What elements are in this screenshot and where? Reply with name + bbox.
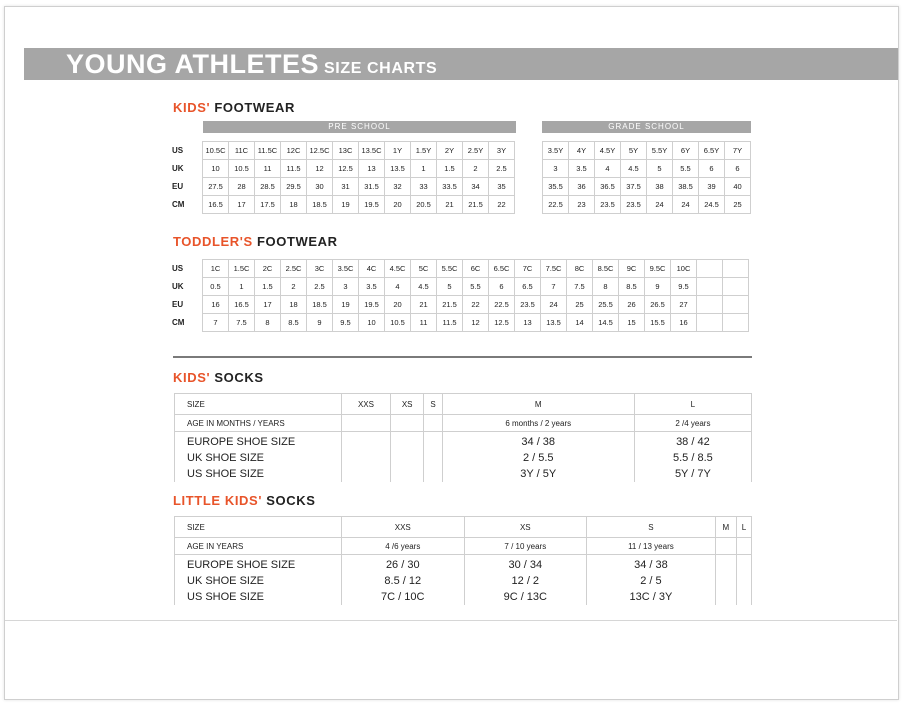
- banner-subtitle: SIZE CHARTS: [324, 60, 438, 77]
- table-cell: 5: [437, 278, 463, 296]
- table-cell: 16.5: [229, 296, 255, 314]
- table-cell: 5.5: [673, 160, 699, 178]
- table-cell: 39: [699, 178, 725, 196]
- table-cell: 13: [359, 160, 385, 178]
- table-cell: 22: [463, 296, 489, 314]
- table-cell: 3C: [307, 260, 333, 278]
- banner-title-text: YOUNG ATHLETES: [66, 49, 320, 79]
- table-cell: 8.5: [619, 278, 645, 296]
- table-cell: 12.5C: [307, 142, 333, 160]
- table-cell: 3.5: [359, 278, 385, 296]
- table-cell: 17.5: [255, 196, 281, 214]
- table-row: [543, 160, 751, 178]
- us-shoe-size-value: 3Y / 5Y: [520, 468, 557, 480]
- table-cell: 18.5: [307, 296, 333, 314]
- us-shoe-size-value: 9C / 13C: [503, 591, 547, 603]
- europe-shoe-size-value: 38 / 42: [676, 436, 710, 448]
- table-cell: 19.5: [359, 196, 385, 214]
- table-cell: 36.5: [595, 178, 621, 196]
- table-cell: 10.5: [229, 160, 255, 178]
- shoe-size-cell: [715, 555, 736, 606]
- table-cell: 2Y: [437, 142, 463, 160]
- section-divider: [173, 356, 752, 358]
- table-cell: 1Y: [385, 142, 411, 160]
- table-cell: 24: [673, 196, 699, 214]
- shoe-size-label: UK SHOE SIZE: [187, 575, 265, 587]
- size-cell: M: [442, 394, 634, 415]
- table-row: [172, 178, 515, 196]
- table-cell: 2.5: [489, 160, 515, 178]
- table-cell: 3.5Y: [543, 142, 569, 160]
- table-cell: 14.5: [593, 314, 619, 332]
- age-row: [175, 538, 752, 555]
- kids-footwear-grade-school-table: [542, 141, 751, 214]
- kids-footwear-title-accent: KIDS': [173, 100, 211, 115]
- shoe-size-label: US SHOE SIZE: [187, 468, 265, 480]
- table-cell: 24: [647, 196, 673, 214]
- table-cell: 2.5: [307, 278, 333, 296]
- table-cell: 13.5: [385, 160, 411, 178]
- table-cell: 4: [385, 278, 411, 296]
- table-cell: 15.5: [645, 314, 671, 332]
- table-row: [172, 278, 749, 296]
- toddler-footwear-title-accent: TODDLER'S: [173, 234, 253, 249]
- row-label: EU: [172, 300, 184, 309]
- table-cell: 9.5: [671, 278, 697, 296]
- table-cell: 1.5: [437, 160, 463, 178]
- table-cell: 7.5C: [541, 260, 567, 278]
- table-cell: 20: [385, 196, 411, 214]
- table-cell: 3: [333, 278, 359, 296]
- size-cell: XS: [464, 517, 587, 538]
- table-cell: 6Y: [673, 142, 699, 160]
- age-cell: [342, 415, 391, 432]
- size-row: [175, 517, 752, 538]
- table-cell: 18: [281, 296, 307, 314]
- table-cell: 3.5: [569, 160, 595, 178]
- little-kids-socks-title: [173, 493, 315, 508]
- size-cell: XXS: [342, 517, 465, 538]
- table-cell: [723, 278, 749, 296]
- table-cell: 35.5: [543, 178, 569, 196]
- table-cell: 25: [725, 196, 751, 214]
- europe-shoe-size-value: 26 / 30: [385, 559, 420, 571]
- age-cell: 2 /4 years: [634, 415, 751, 432]
- little-kids-socks-table: [174, 516, 752, 605]
- table-cell: 11C: [229, 142, 255, 160]
- table-cell: 33: [411, 178, 437, 196]
- table-cell: 20.5: [411, 196, 437, 214]
- table-cell: 3Y: [489, 142, 515, 160]
- table-cell: 13.5: [541, 314, 567, 332]
- table-cell: 30: [307, 178, 333, 196]
- table-cell: 11.5C: [255, 142, 281, 160]
- table-cell: 7C: [515, 260, 541, 278]
- table-cell: 16.5: [203, 196, 229, 214]
- pre-school-header: PRE SCHOOL: [203, 121, 516, 133]
- table-row: [172, 142, 515, 160]
- table-cell: 4.5Y: [595, 142, 621, 160]
- table-cell: 11.5: [437, 314, 463, 332]
- table-cell: 9: [307, 314, 333, 332]
- table-cell: 26.5: [645, 296, 671, 314]
- uk-shoe-size-value: 2 / 5.5: [522, 452, 554, 464]
- table-cell: 31: [333, 178, 359, 196]
- size-cell: M: [715, 517, 736, 538]
- us-shoe-size-value: 13C / 3Y: [629, 591, 673, 603]
- table-cell: 17: [229, 196, 255, 214]
- row-label: CM: [172, 318, 185, 327]
- document-bottom-area: [5, 620, 897, 698]
- table-cell: 21.5: [437, 296, 463, 314]
- table-cell: 17: [255, 296, 281, 314]
- shoe-size-labels: [175, 432, 342, 483]
- table-cell: 5C: [411, 260, 437, 278]
- row-label: UK: [172, 282, 184, 291]
- table-cell: [697, 314, 723, 332]
- shoe-size-label: UK SHOE SIZE: [187, 452, 265, 464]
- table-cell: 32: [385, 178, 411, 196]
- table-cell: 27.5: [203, 178, 229, 196]
- table-cell: 29.5: [281, 178, 307, 196]
- europe-shoe-size-value: 34 / 38: [521, 436, 556, 448]
- table-cell: 12.5: [333, 160, 359, 178]
- size-cell: XXS: [342, 394, 391, 415]
- size-cell: L: [736, 517, 751, 538]
- header-banner: [24, 48, 898, 80]
- table-cell: 12: [463, 314, 489, 332]
- kids-socks-table: [174, 393, 752, 482]
- table-cell: 25.5: [593, 296, 619, 314]
- shoe-size-cell: [464, 555, 587, 606]
- table-cell: 8: [255, 314, 281, 332]
- size-cell: S: [587, 517, 716, 538]
- kids-socks-title-rest: SOCKS: [214, 370, 264, 385]
- table-cell: 21.5: [463, 196, 489, 214]
- table-cell: 4.5: [621, 160, 647, 178]
- size-label: SIZE: [175, 394, 342, 415]
- table-cell: 8: [593, 278, 619, 296]
- table-cell: 1.5: [255, 278, 281, 296]
- table-cell: 40: [725, 178, 751, 196]
- table-cell: 15: [619, 314, 645, 332]
- kids-footwear-title-rest: FOOTWEAR: [214, 100, 295, 115]
- table-cell: 4.5C: [385, 260, 411, 278]
- table-cell: 5: [647, 160, 673, 178]
- row-label: US: [172, 146, 184, 155]
- table-cell: 8C: [567, 260, 593, 278]
- table-cell: 12: [307, 160, 333, 178]
- age-cell: 7 / 10 years: [464, 538, 587, 555]
- table-row: [172, 196, 515, 214]
- uk-shoe-size-value: 12 / 2: [511, 575, 540, 587]
- table-cell: 1: [229, 278, 255, 296]
- age-cell: 4 /6 years: [342, 538, 465, 555]
- table-cell: 5.5: [463, 278, 489, 296]
- kids-footwear-title: [173, 100, 295, 115]
- shoe-size-cell: [736, 555, 751, 606]
- table-cell: 2: [463, 160, 489, 178]
- table-cell: 6C: [463, 260, 489, 278]
- shoe-size-cell: [587, 555, 716, 606]
- little-kids-socks-title-rest: SOCKS: [266, 493, 316, 508]
- table-cell: 4.5: [411, 278, 437, 296]
- table-cell: 19: [333, 196, 359, 214]
- table-cell: 4C: [359, 260, 385, 278]
- table-cell: [697, 296, 723, 314]
- table-cell: 33.5: [437, 178, 463, 196]
- table-cell: 24.5: [699, 196, 725, 214]
- table-cell: 12C: [281, 142, 307, 160]
- little-kids-socks-title-accent: LITTLE KIDS': [173, 493, 263, 508]
- table-cell: 1.5C: [229, 260, 255, 278]
- table-cell: 2: [281, 278, 307, 296]
- shoe-size-row: [175, 432, 752, 483]
- table-cell: 21: [411, 296, 437, 314]
- shoe-size-cell: [390, 432, 424, 483]
- table-cell: [723, 314, 749, 332]
- age-cell: 6 months / 2 years: [442, 415, 634, 432]
- table-cell: 11: [255, 160, 281, 178]
- table-cell: 13.5C: [359, 142, 385, 160]
- table-row: [543, 142, 751, 160]
- table-cell: [723, 296, 749, 314]
- table-cell: 3.5C: [333, 260, 359, 278]
- us-shoe-size-value: 5Y / 7Y: [674, 468, 711, 480]
- row-label: CM: [172, 200, 185, 209]
- row-label: US: [172, 264, 184, 273]
- table-cell: 20: [385, 296, 411, 314]
- table-cell: 2C: [255, 260, 281, 278]
- table-cell: 10C: [671, 260, 697, 278]
- table-cell: 14: [567, 314, 593, 332]
- table-cell: 2.5Y: [463, 142, 489, 160]
- table-cell: 24: [541, 296, 567, 314]
- table-cell: 18.5: [307, 196, 333, 214]
- table-cell: 23: [569, 196, 595, 214]
- table-row: [172, 314, 749, 332]
- table-cell: 9: [645, 278, 671, 296]
- age-cell: 11 / 13 years: [587, 538, 716, 555]
- europe-shoe-size-value: 30 / 34: [508, 559, 543, 571]
- row-label: EU: [172, 182, 184, 191]
- age-label: AGE IN MONTHS / YEARS: [175, 415, 342, 432]
- size-cell: XS: [390, 394, 424, 415]
- table-cell: 9.5C: [645, 260, 671, 278]
- row-label: UK: [172, 164, 184, 173]
- age-label: AGE IN YEARS: [175, 538, 342, 555]
- table-cell: [697, 260, 723, 278]
- table-cell: 10.5C: [203, 142, 229, 160]
- table-cell: 7: [541, 278, 567, 296]
- table-cell: 34: [463, 178, 489, 196]
- shoe-size-cell: [442, 432, 634, 483]
- us-shoe-size-value: 7C / 10C: [381, 591, 425, 603]
- table-cell: 16: [203, 296, 229, 314]
- shoe-size-row: [175, 555, 752, 606]
- table-cell: 13: [515, 314, 541, 332]
- table-cell: 1: [411, 160, 437, 178]
- table-cell: 10: [203, 160, 229, 178]
- table-cell: 16: [671, 314, 697, 332]
- table-cell: 6.5: [515, 278, 541, 296]
- table-cell: 28: [229, 178, 255, 196]
- table-cell: 35: [489, 178, 515, 196]
- kids-socks-title: [173, 370, 264, 385]
- size-cell: S: [424, 394, 442, 415]
- shoe-size-label: US SHOE SIZE: [187, 591, 265, 603]
- table-cell: 8.5: [281, 314, 307, 332]
- table-cell: 5.5Y: [647, 142, 673, 160]
- table-cell: 22: [489, 196, 515, 214]
- table-cell: 2.5C: [281, 260, 307, 278]
- age-cell: [424, 415, 442, 432]
- table-cell: 6: [725, 160, 751, 178]
- shoe-size-cell: [424, 432, 442, 483]
- shoe-size-label: EUROPE SHOE SIZE: [187, 559, 296, 571]
- table-cell: 6.5C: [489, 260, 515, 278]
- table-cell: 1C: [203, 260, 229, 278]
- shoe-size-label: EUROPE SHOE SIZE: [187, 436, 296, 448]
- table-cell: 11: [411, 314, 437, 332]
- table-cell: 37.5: [621, 178, 647, 196]
- shoe-size-cell: [634, 432, 751, 483]
- uk-shoe-size-value: 8.5 / 12: [384, 575, 422, 587]
- table-cell: 4Y: [569, 142, 595, 160]
- table-cell: 28.5: [255, 178, 281, 196]
- table-cell: 12.5: [489, 314, 515, 332]
- table-cell: 38: [647, 178, 673, 196]
- age-cell: [390, 415, 424, 432]
- table-cell: 4: [595, 160, 621, 178]
- kids-footwear-pre-school-table: [172, 141, 515, 214]
- table-cell: [697, 278, 723, 296]
- toddler-footwear-title-rest: FOOTWEAR: [256, 234, 338, 249]
- uk-shoe-size-value: 2 / 5: [640, 575, 662, 587]
- table-cell: 8.5C: [593, 260, 619, 278]
- table-cell: 3: [543, 160, 569, 178]
- table-cell: 19: [333, 296, 359, 314]
- table-cell: 10.5: [385, 314, 411, 332]
- age-row: [175, 415, 752, 432]
- table-cell: 9C: [619, 260, 645, 278]
- table-cell: 22.5: [543, 196, 569, 214]
- age-cell: [736, 538, 751, 555]
- table-cell: 7.5: [229, 314, 255, 332]
- table-row: [172, 160, 515, 178]
- table-cell: 6: [699, 160, 725, 178]
- page-title: [66, 49, 437, 80]
- table-cell: 7.5: [567, 278, 593, 296]
- table-cell: 5.5C: [437, 260, 463, 278]
- table-cell: 25: [567, 296, 593, 314]
- table-cell: 7Y: [725, 142, 751, 160]
- shoe-size-cell: [342, 432, 391, 483]
- table-cell: [723, 260, 749, 278]
- size-label: SIZE: [175, 517, 342, 538]
- uk-shoe-size-value: 5.5 / 8.5: [673, 452, 713, 464]
- table-cell: 19.5: [359, 296, 385, 314]
- table-cell: 22.5: [489, 296, 515, 314]
- size-cell: L: [634, 394, 751, 415]
- table-cell: 23.5: [595, 196, 621, 214]
- table-cell: 6: [489, 278, 515, 296]
- size-row: [175, 394, 752, 415]
- table-cell: 11.5: [281, 160, 307, 178]
- table-cell: 38.5: [673, 178, 699, 196]
- table-row: [543, 178, 751, 196]
- table-cell: 13C: [333, 142, 359, 160]
- toddler-footwear-table: [172, 259, 749, 332]
- table-cell: 6.5Y: [699, 142, 725, 160]
- table-row: [543, 196, 751, 214]
- table-cell: 27: [671, 296, 697, 314]
- table-cell: 10: [359, 314, 385, 332]
- table-cell: 21: [437, 196, 463, 214]
- table-cell: 18: [281, 196, 307, 214]
- table-cell: 1.5Y: [411, 142, 437, 160]
- table-row: [172, 260, 749, 278]
- shoe-size-cell: [342, 555, 465, 606]
- table-cell: 23.5: [621, 196, 647, 214]
- europe-shoe-size-value: 34 / 38: [634, 559, 668, 571]
- kids-socks-title-accent: KIDS': [173, 370, 211, 385]
- age-cell: [715, 538, 736, 555]
- table-cell: 23.5: [515, 296, 541, 314]
- table-cell: 26: [619, 296, 645, 314]
- table-cell: 36: [569, 178, 595, 196]
- table-row: [172, 296, 749, 314]
- toddler-footwear-title: [173, 234, 338, 249]
- table-cell: 5Y: [621, 142, 647, 160]
- table-cell: 0.5: [203, 278, 229, 296]
- table-cell: 9.5: [333, 314, 359, 332]
- table-cell: 31.5: [359, 178, 385, 196]
- grade-school-header: GRADE SCHOOL: [542, 121, 751, 133]
- table-cell: 7: [203, 314, 229, 332]
- shoe-size-labels: [175, 555, 342, 606]
